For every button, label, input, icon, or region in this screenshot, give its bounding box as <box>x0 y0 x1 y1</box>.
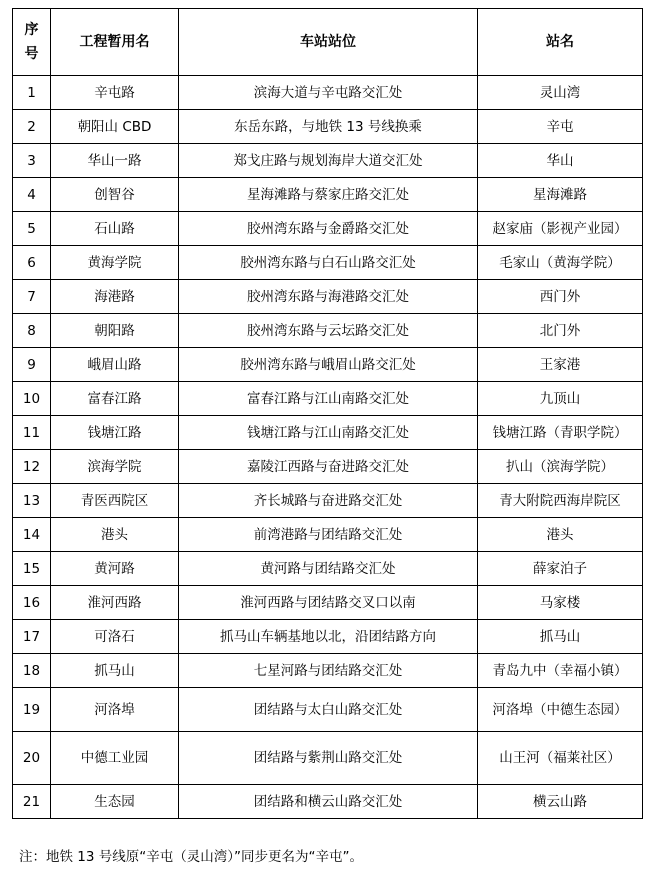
cell-no: 5 <box>13 212 51 246</box>
cell-no: 8 <box>13 314 51 348</box>
cell-no: 7 <box>13 280 51 314</box>
cell-location: 团结路与太白山路交汇处 <box>179 688 478 732</box>
header-station-name: 站名 <box>478 9 643 76</box>
cell-no: 2 <box>13 110 51 144</box>
table-row <box>13 586 643 620</box>
cell-no: 16 <box>13 586 51 620</box>
cell-station-name: 薛家泊子 <box>478 552 643 586</box>
cell-station-name: 山王河（福莱社区） <box>478 732 643 785</box>
cell-no: 19 <box>13 688 51 732</box>
cell-location: 钱塘江路与江山南路交汇处 <box>179 416 478 450</box>
table-row <box>13 212 643 246</box>
cell-location: 前湾港路与团结路交汇处 <box>179 518 478 552</box>
cell-station-name: 钱塘江路（青职学院） <box>478 416 643 450</box>
cell-no: 12 <box>13 450 51 484</box>
cell-project-name: 朝阳路 <box>51 314 179 348</box>
cell-project-name: 黄海学院 <box>51 246 179 280</box>
table-row <box>13 732 643 785</box>
cell-project-name: 淮河西路 <box>51 586 179 620</box>
cell-station-name: 北门外 <box>478 314 643 348</box>
table-header-row <box>13 9 643 76</box>
cell-location: 胶州湾东路与海港路交汇处 <box>179 280 478 314</box>
cell-no: 13 <box>13 484 51 518</box>
footnote: 注：地铁 13 号线原“辛屯（灵山湾）”同步更名为“辛屯”。 <box>19 849 363 865</box>
cell-no: 18 <box>13 654 51 688</box>
table-row <box>13 246 643 280</box>
cell-no: 14 <box>13 518 51 552</box>
cell-location: 团结路和横云山路交汇处 <box>179 785 478 819</box>
cell-project-name: 海港路 <box>51 280 179 314</box>
cell-location: 东岳东路，与地铁 13 号线换乘 <box>179 110 478 144</box>
cell-no: 20 <box>13 732 51 785</box>
table-row <box>13 484 643 518</box>
cell-station-name: 星海滩路 <box>478 178 643 212</box>
table-row <box>13 450 643 484</box>
cell-project-name: 河洛埠 <box>51 688 179 732</box>
table-body <box>13 76 643 819</box>
cell-location: 胶州湾东路与金爵路交汇处 <box>179 212 478 246</box>
cell-project-name: 抓马山 <box>51 654 179 688</box>
table-row <box>13 552 643 586</box>
cell-project-name: 辛屯路 <box>51 76 179 110</box>
cell-location: 七星河路与团结路交汇处 <box>179 654 478 688</box>
cell-location: 郑戈庄路与规划海岸大道交汇处 <box>179 144 478 178</box>
table-row <box>13 518 643 552</box>
cell-project-name: 青医西院区 <box>51 484 179 518</box>
cell-project-name: 石山路 <box>51 212 179 246</box>
cell-no: 17 <box>13 620 51 654</box>
cell-no: 21 <box>13 785 51 819</box>
cell-location: 淮河西路与团结路交叉口以南 <box>179 586 478 620</box>
header-project-name: 工程暂用名 <box>51 9 179 76</box>
cell-location: 抓马山车辆基地以北，沿团结路方向 <box>179 620 478 654</box>
cell-station-name: 王家港 <box>478 348 643 382</box>
cell-no: 11 <box>13 416 51 450</box>
cell-no: 3 <box>13 144 51 178</box>
cell-project-name: 钱塘江路 <box>51 416 179 450</box>
cell-project-name: 港头 <box>51 518 179 552</box>
cell-location: 胶州湾东路与白石山路交汇处 <box>179 246 478 280</box>
table-row <box>13 688 643 732</box>
header-no-line1: 序 <box>24 22 39 38</box>
header-no-line2: 号 <box>24 46 39 62</box>
cell-station-name: 扒山（滨海学院） <box>478 450 643 484</box>
cell-station-name: 马家楼 <box>478 586 643 620</box>
cell-project-name: 可洛石 <box>51 620 179 654</box>
cell-location: 滨海大道与辛屯路交汇处 <box>179 76 478 110</box>
cell-station-name: 毛家山（黄海学院） <box>478 246 643 280</box>
cell-no: 10 <box>13 382 51 416</box>
table-row <box>13 76 643 110</box>
cell-station-name: 九顶山 <box>478 382 643 416</box>
cell-location: 嘉陵江西路与奋进路交汇处 <box>179 450 478 484</box>
table-row <box>13 348 643 382</box>
table-row <box>13 785 643 819</box>
cell-project-name: 中德工业园 <box>51 732 179 785</box>
cell-station-name: 灵山湾 <box>478 76 643 110</box>
cell-location: 团结路与紫荆山路交汇处 <box>179 732 478 785</box>
cell-station-name: 华山 <box>478 144 643 178</box>
table-row <box>13 280 643 314</box>
header-location: 车站站位 <box>179 9 478 76</box>
cell-station-name: 港头 <box>478 518 643 552</box>
cell-no: 9 <box>13 348 51 382</box>
cell-location: 星海滩路与蔡家庄路交汇处 <box>179 178 478 212</box>
cell-location: 齐长城路与奋进路交汇处 <box>179 484 478 518</box>
table-row <box>13 620 643 654</box>
cell-location: 胶州湾东路与云坛路交汇处 <box>179 314 478 348</box>
cell-project-name: 滨海学院 <box>51 450 179 484</box>
cell-location: 富春江路与江山南路交汇处 <box>179 382 478 416</box>
cell-project-name: 创智谷 <box>51 178 179 212</box>
table-row <box>13 382 643 416</box>
cell-no: 4 <box>13 178 51 212</box>
cell-project-name: 朝阳山 CBD <box>51 110 179 144</box>
cell-station-name: 西门外 <box>478 280 643 314</box>
table-row <box>13 654 643 688</box>
cell-station-name: 赵家庙（影视产业园） <box>478 212 643 246</box>
cell-station-name: 横云山路 <box>478 785 643 819</box>
table-row <box>13 416 643 450</box>
cell-location: 黄河路与团结路交汇处 <box>179 552 478 586</box>
station-table <box>12 8 643 819</box>
cell-station-name: 青大附院西海岸院区 <box>478 484 643 518</box>
cell-station-name: 辛屯 <box>478 110 643 144</box>
header-no <box>13 9 51 76</box>
cell-project-name: 生态园 <box>51 785 179 819</box>
table-row <box>13 314 643 348</box>
cell-station-name: 青岛九中（幸福小镇） <box>478 654 643 688</box>
cell-no: 6 <box>13 246 51 280</box>
cell-station-name: 河洛埠（中德生态园） <box>478 688 643 732</box>
cell-project-name: 富春江路 <box>51 382 179 416</box>
cell-project-name: 峨眉山路 <box>51 348 179 382</box>
cell-location: 胶州湾东路与峨眉山路交汇处 <box>179 348 478 382</box>
table-row <box>13 178 643 212</box>
cell-project-name: 华山一路 <box>51 144 179 178</box>
cell-project-name: 黄河路 <box>51 552 179 586</box>
cell-no: 15 <box>13 552 51 586</box>
cell-station-name: 抓马山 <box>478 620 643 654</box>
cell-no: 1 <box>13 76 51 110</box>
table-row <box>13 110 643 144</box>
table-row <box>13 144 643 178</box>
